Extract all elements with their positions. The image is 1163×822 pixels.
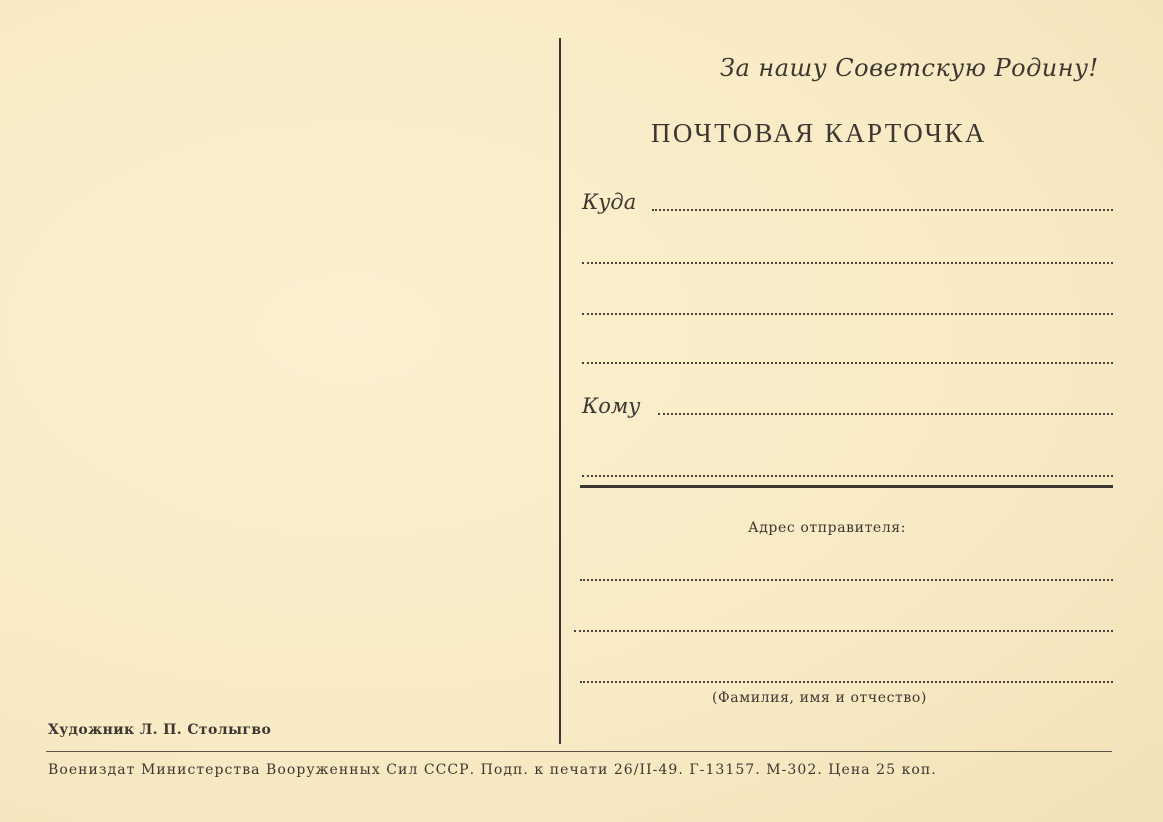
- footer-rule: [46, 751, 1112, 752]
- where-line-3: [582, 313, 1113, 315]
- sender-address-title: Адрес отправителя:: [748, 520, 907, 536]
- to-label: Кому: [582, 394, 641, 418]
- publisher-imprint: Воениздат Министерства Вооруженных Сил СССР. Подп. к печати 26/II-49. Г-13157. М-302. Цена 25 коп.: [48, 762, 937, 778]
- sender-line-2: [574, 630, 1113, 632]
- where-line-4: [582, 362, 1113, 364]
- address-separator: [580, 485, 1113, 488]
- to-line-1: [658, 413, 1113, 415]
- to-line-2: [582, 475, 1113, 477]
- where-label: Куда: [582, 190, 637, 214]
- where-line-2: [582, 262, 1113, 264]
- artist-credit: Художник Л. П. Столыгво: [48, 722, 272, 738]
- sender-line-3: [580, 681, 1113, 683]
- where-line-1: [652, 209, 1113, 211]
- slogan: За нашу Советскую Родину!: [720, 54, 1099, 82]
- vertical-divider: [559, 38, 561, 744]
- sender-name-hint: (Фамилия, имя и отчество): [712, 690, 927, 706]
- sender-line-1: [580, 579, 1113, 581]
- card-title: ПОЧТОВАЯ КАРТОЧКА: [651, 118, 987, 148]
